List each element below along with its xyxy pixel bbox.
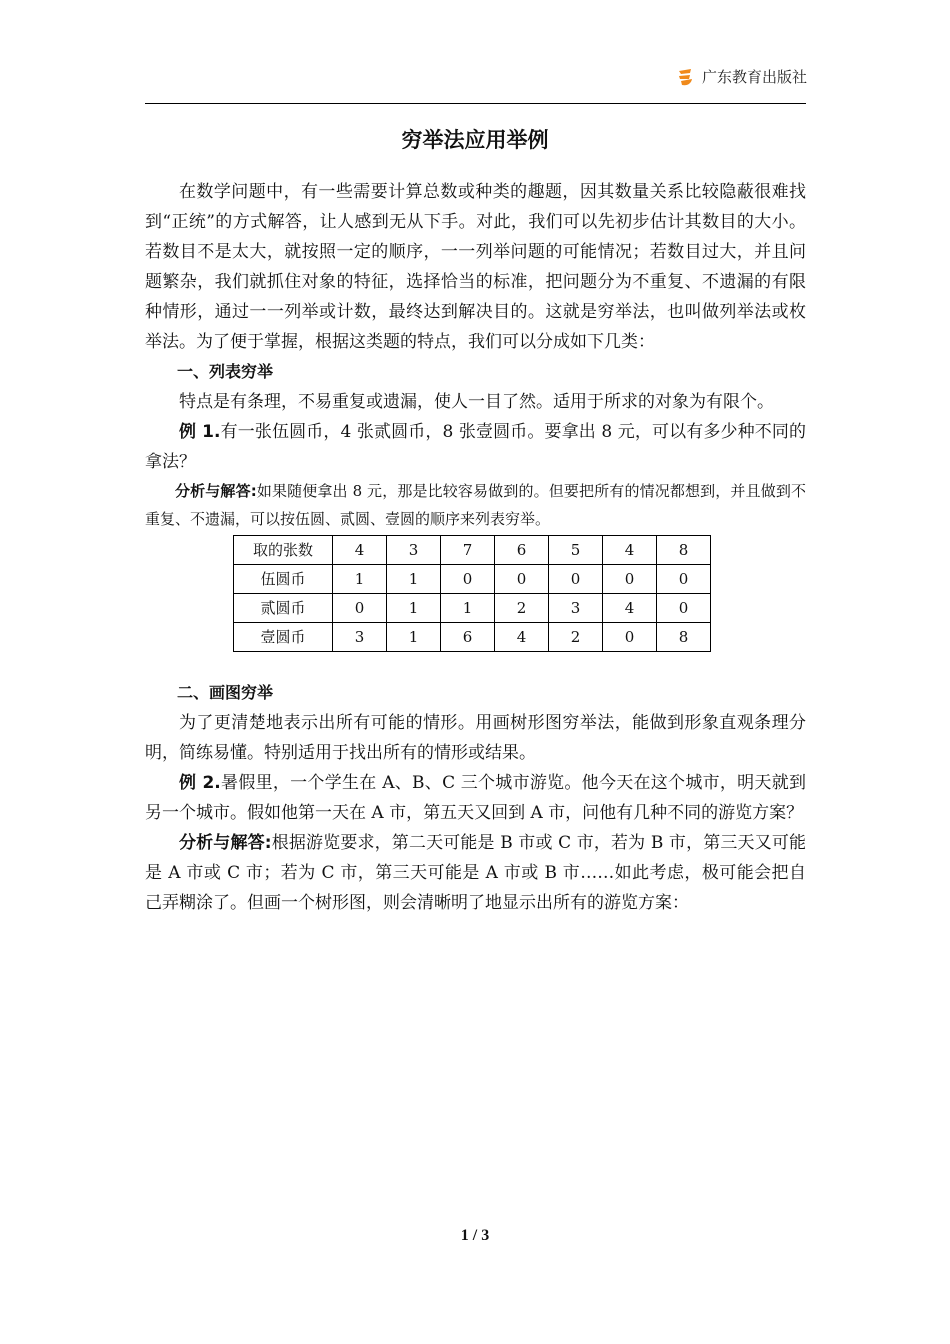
table-cell: 0 <box>495 565 549 594</box>
table-cell: 0 <box>657 594 711 623</box>
intro-paragraph: 在数学问题中，有一些需要计算总数或种类的趣题，因其数量关系比较隐蔽很难找到“正统”的方式解答，让人感到无从下手。对此，我们可以先初步估计其数目的大小。若数目不是太大，就按照一定的顺序，一一列举问题的可能情况；若数目过大，并且问题繁杂，我们就抓住对象的特征，选择恰当的标准，把问题分为不重复、不遗漏的有限种情形，通过一一列举或计数，最终达到解决目的。这就是穷举法，也叫做列举法或枚举法。为了便于掌握，根据这类题的特点，我们可以分成如下几类： <box>145 182 806 352</box>
table-cell: 4 <box>495 623 549 652</box>
table-cell: 0 <box>333 594 387 623</box>
section2-description: 为了更清楚地表示出所有可能的情形。用画树形图穷举法，能做到形象直观条理分明，简练易懂。特别适用于找出所有的情形或结果。 <box>145 713 806 763</box>
table-cell: 3 <box>549 594 603 623</box>
section2-heading: 二、画图穷举 <box>177 683 274 702</box>
example1-text: 有一张伍圆币，4 张贰圆币，8 张壹圆币。要拿出 8 元，可以有多少种不同的拿法？ <box>145 422 806 472</box>
analysis2-text: 根据游览要求，第二天可能是 B 市或 C 市，若为 B 市，第三天又可能是 A 市或 C 市；若为 C 市，第三天可能是 A 市或 B 市……如此考虑，极可能会把自己弄糊涂了。但画一个树形图，则会清晰明了地显示出所有的游览方案： <box>145 833 806 913</box>
row-header-cell: 取的张数 <box>234 536 333 565</box>
table-row <box>234 536 711 565</box>
table-cell: 0 <box>441 565 495 594</box>
coin-table <box>233 535 711 652</box>
table-cell: 6 <box>441 623 495 652</box>
table-cell: 0 <box>657 565 711 594</box>
example1-label: 例 1. <box>179 422 221 442</box>
table-cell: 1 <box>387 623 441 652</box>
analysis1-text: 如果随便拿出 8 元，那是比较容易做到的。但要把所有的情况都想到，并且做到不重复、不遗漏，可以按伍圆、贰圆、壹圆的顺序来列表穷举。 <box>145 482 806 528</box>
section1-description: 特点是有条理，不易重复或遗漏，使人一目了然。适用于所求的对象为有限个。 <box>179 392 774 412</box>
table-cell: 3 <box>387 536 441 565</box>
table-cell: 7 <box>441 536 495 565</box>
analysis1-label: 分析与解答: <box>175 482 257 500</box>
table-cell: 0 <box>603 623 657 652</box>
publisher-logo-icon <box>676 67 696 87</box>
table-cell: 1 <box>387 594 441 623</box>
table-cell: 0 <box>549 565 603 594</box>
page-header <box>676 66 807 87</box>
table-row <box>234 565 711 594</box>
example1-paragraph <box>145 417 806 477</box>
table-cell: 4 <box>333 536 387 565</box>
row-header-cell: 贰圆币 <box>234 594 333 623</box>
table-cell: 4 <box>603 536 657 565</box>
table-cell: 1 <box>441 594 495 623</box>
page-title: 穷举法应用举例 <box>401 128 549 152</box>
table-row <box>234 623 711 652</box>
table-cell: 2 <box>549 623 603 652</box>
row-header-cell: 伍圆币 <box>234 565 333 594</box>
table-cell: 1 <box>333 565 387 594</box>
table-row <box>234 594 711 623</box>
analysis2-paragraph <box>145 828 806 918</box>
example2-label: 例 2. <box>179 773 221 793</box>
table-cell: 0 <box>603 565 657 594</box>
analysis1-paragraph <box>145 477 806 533</box>
table-cell: 3 <box>333 623 387 652</box>
table-cell: 2 <box>495 594 549 623</box>
table-cell: 1 <box>387 565 441 594</box>
analysis2-label: 分析与解答: <box>179 833 272 853</box>
table-cell: 6 <box>495 536 549 565</box>
example2-text: 暑假里，一个学生在 A、B、C 三个城市游览。他今天在这个城市，明天就到另一个城市。假如他第一天在 A 市，第五天又回到 A 市，问他有几种不同的游览方案？ <box>145 773 806 823</box>
table-cell: 4 <box>603 594 657 623</box>
table-cell: 8 <box>657 623 711 652</box>
page-number: 1 / 3 <box>460 1227 490 1244</box>
example2-paragraph <box>145 768 806 828</box>
header-rule <box>145 103 806 104</box>
table-cell: 8 <box>657 536 711 565</box>
row-header-cell: 壹圆币 <box>234 623 333 652</box>
table-cell: 5 <box>549 536 603 565</box>
document-body <box>145 177 806 918</box>
publisher-name: 广东教育出版社 <box>701 68 807 86</box>
section1-heading: 一、列表穷举 <box>177 362 274 381</box>
